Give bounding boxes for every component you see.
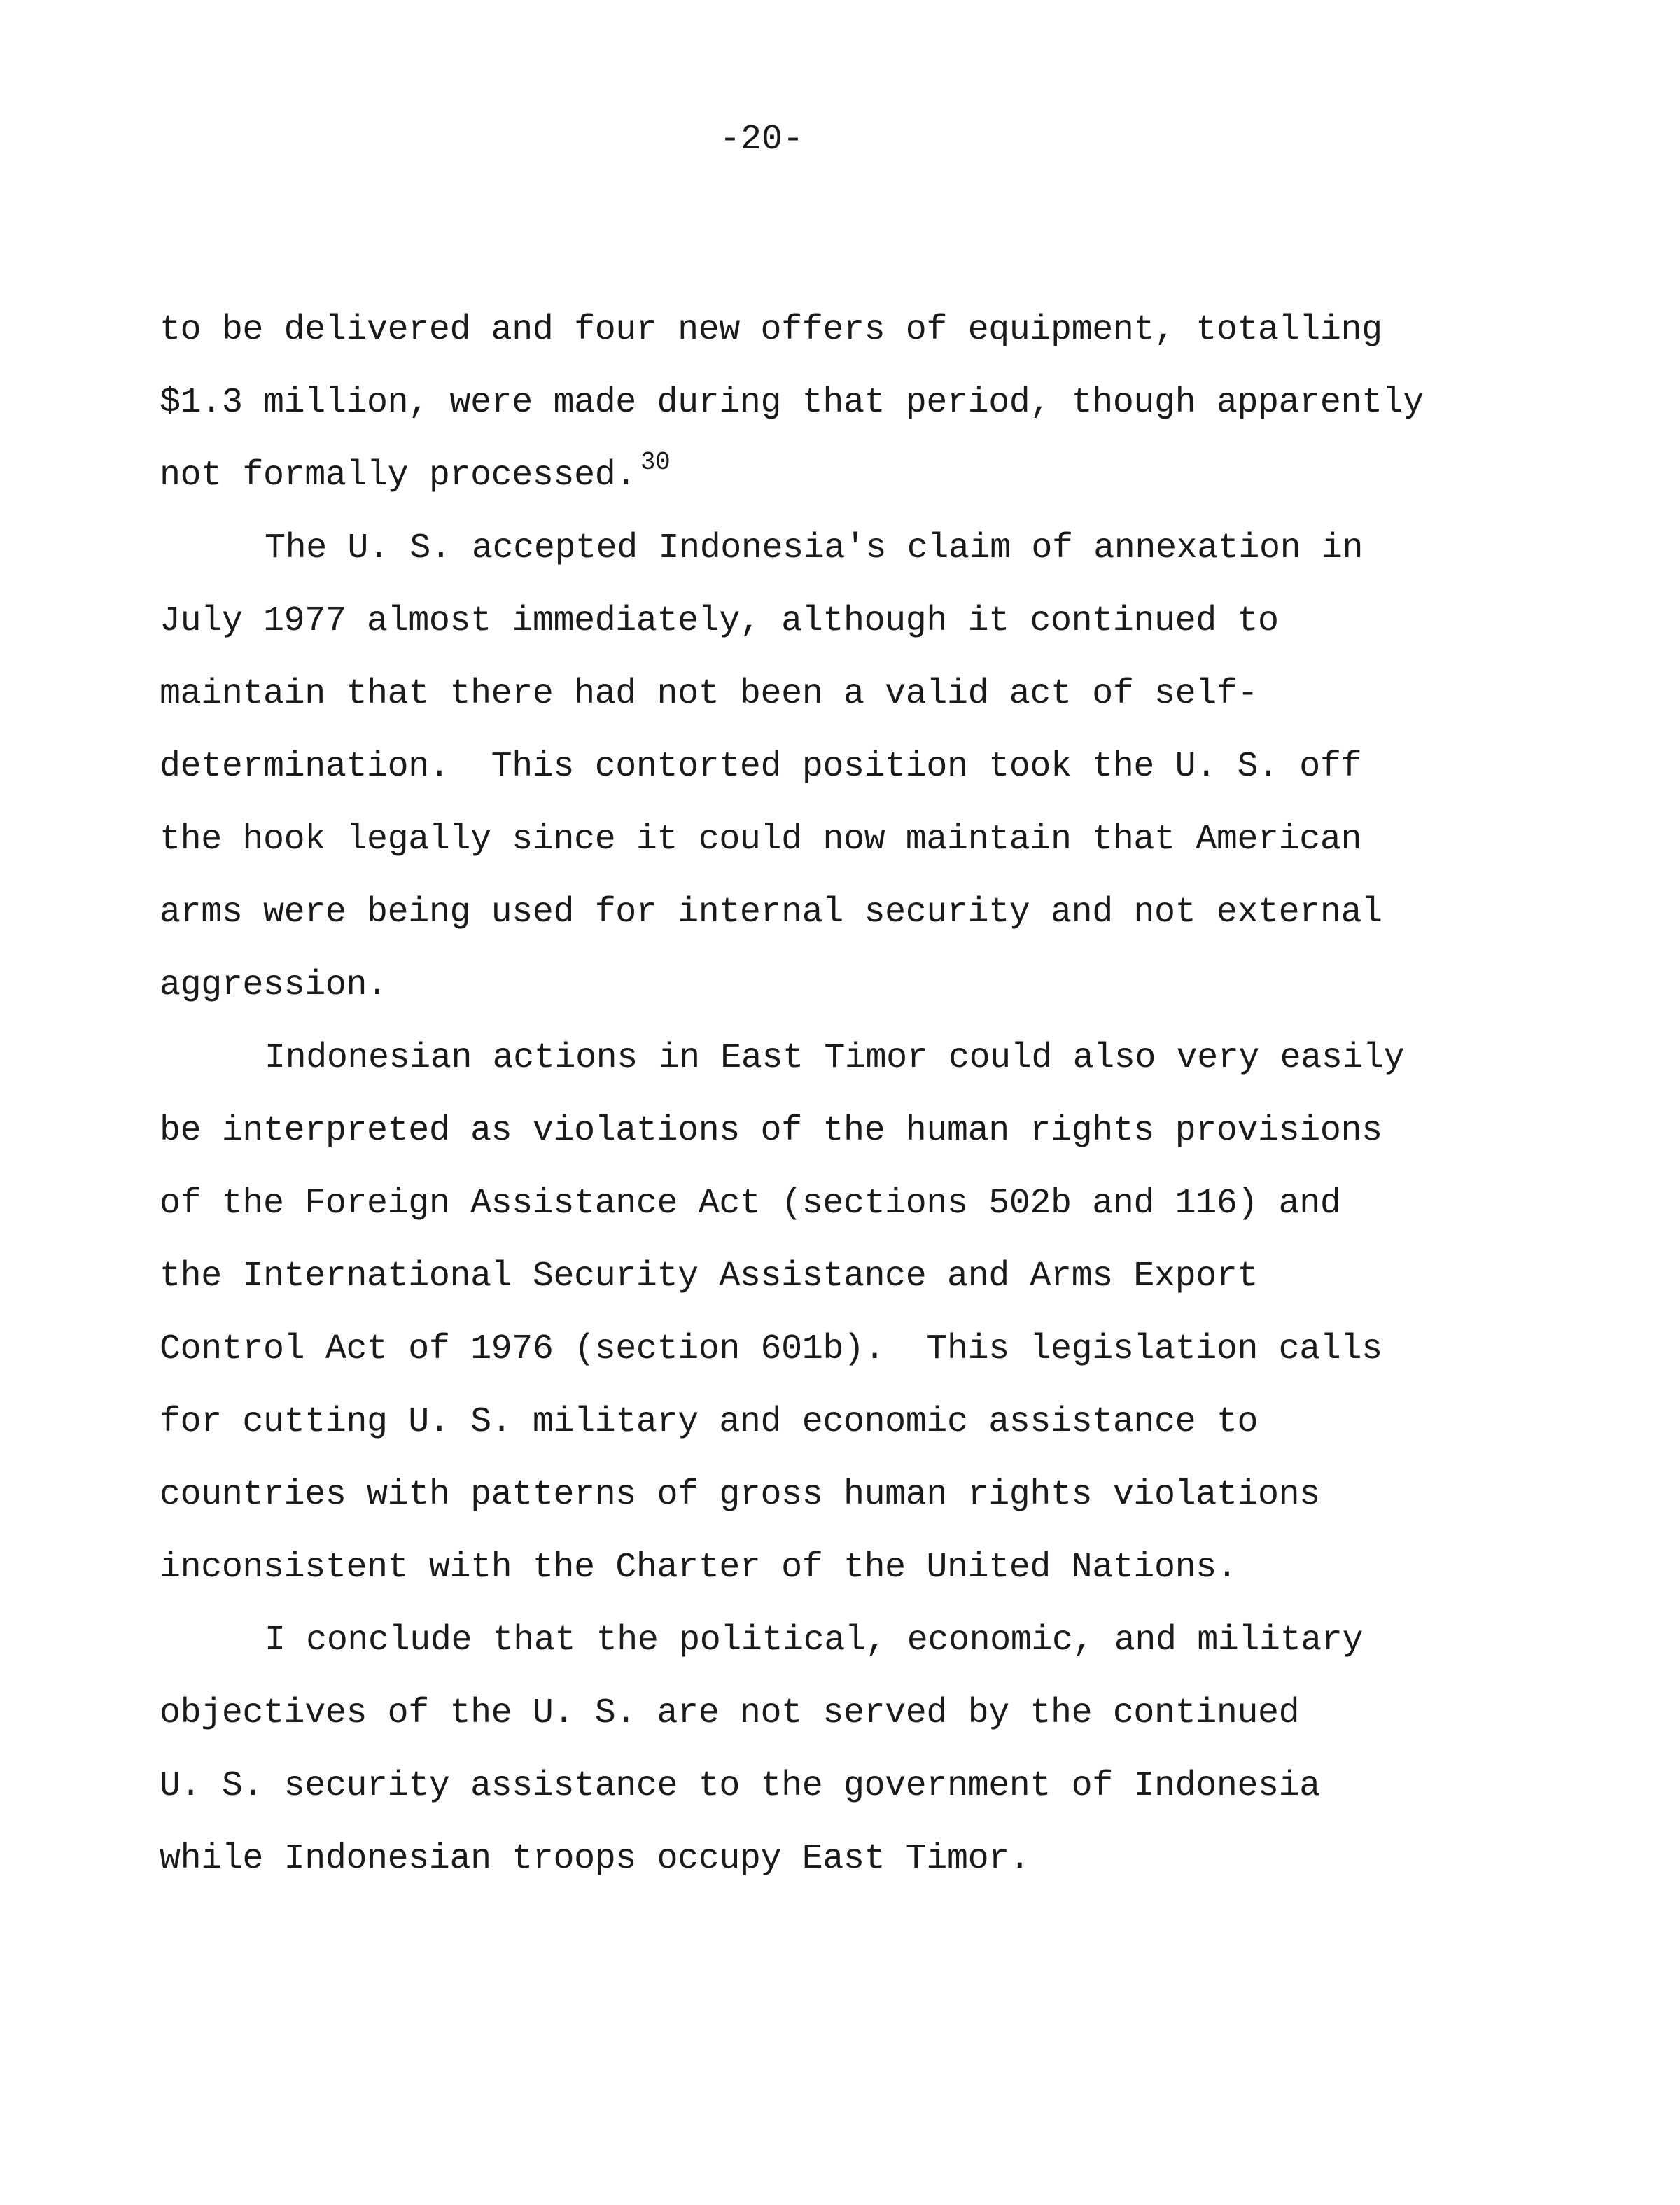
paragraph-1 bbox=[160, 294, 1560, 512]
page-number: -20- bbox=[719, 120, 804, 160]
text-line: determination. This contorted position took the U. S. off bbox=[160, 747, 1362, 787]
footnote-ref: 30 bbox=[640, 448, 671, 477]
text-line: arms were being used for internal security and not external bbox=[160, 892, 1382, 932]
text-line: I conclude that the political, economic, and military bbox=[265, 1620, 1364, 1660]
text-line: The U. S. accepted Indonesia's claim of annexation in bbox=[265, 528, 1364, 568]
text-line: for cutting U. S. military and economic assistance to bbox=[160, 1402, 1259, 1442]
text-line: while Indonesian troops occupy East Timor. bbox=[160, 1839, 1030, 1879]
text-line: objectives of the U. S. are not served by the continued bbox=[160, 1693, 1300, 1733]
text-line: to be delivered and four new offers of equipment, totalling bbox=[160, 310, 1382, 350]
text-line: the International Security Assistance and Arms Export bbox=[160, 1256, 1259, 1296]
text-line: U. S. security assistance to the government of Indonesia bbox=[160, 1766, 1320, 1806]
text-line: aggression. bbox=[160, 965, 388, 1005]
text-line-with-footnote bbox=[160, 440, 1560, 512]
text-line: July 1977 almost immediately, although it continued to bbox=[160, 601, 1279, 641]
text-line: inconsistent with the Charter of the United Nations. bbox=[160, 1548, 1238, 1588]
paragraph-3 bbox=[160, 1022, 1560, 1604]
paragraph-2 bbox=[160, 512, 1560, 1022]
paragraph-4 bbox=[160, 1604, 1560, 1896]
text-line: $1.3 million, were made during that period, though apparently bbox=[160, 383, 1424, 423]
text-line: not formally processed. bbox=[160, 456, 636, 496]
text-line: countries with patterns of gross human rights violations bbox=[160, 1475, 1320, 1515]
text-line: be interpreted as violations of the human rights provisions bbox=[160, 1111, 1382, 1151]
text-line: the hook legally since it could now maintain that American bbox=[160, 820, 1362, 860]
text-line: maintain that there had not been a valid act of self- bbox=[160, 674, 1259, 714]
text-line: Indonesian actions in East Timor could also very easily bbox=[265, 1038, 1405, 1078]
text-line: Control Act of 1976 (section 601b). This legislation calls bbox=[160, 1329, 1382, 1369]
document-body bbox=[160, 294, 1560, 1896]
text-line: of the Foreign Assistance Act (sections 502b and 116) and bbox=[160, 1184, 1341, 1224]
